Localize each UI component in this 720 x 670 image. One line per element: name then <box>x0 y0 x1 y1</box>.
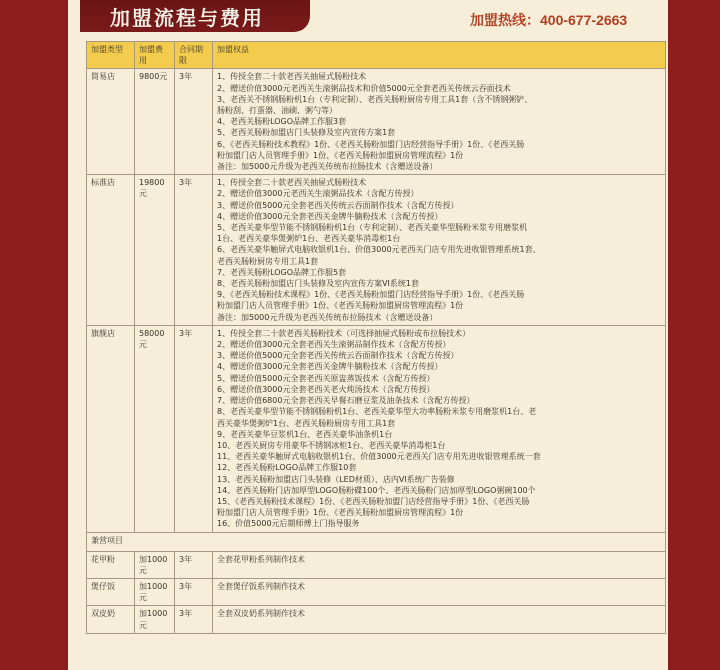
rights-line: 备注：加5000元升级为老西关传统布拉肠技术（含赠送设备） <box>217 312 438 322</box>
rights-line: 2、赠送价值3000元全套老西关生滚粥品制作技术（含配方传授） <box>217 340 451 350</box>
side-item-type: 煲仔饭 <box>87 578 135 605</box>
side-item-rights: 全套花甲粉系列制作技术 <box>213 551 666 578</box>
rights-line: 5、赠送价值5000元全套老西关原盅蒸饭技术（含配方传授） <box>217 373 435 383</box>
side-item-type: 花甲粉 <box>87 551 135 578</box>
rights-line: 8、老西关豪华型节能不锈钢肠粉机1台、老西关豪华型大功率肠粉米浆专用磨浆机1台、老 <box>217 407 537 417</box>
side-item-row <box>87 551 666 578</box>
side-item-row <box>87 578 666 605</box>
column-header: 加盟费用 <box>135 42 175 69</box>
rights-line: 4、赠送价值3000元全套老西关金牌牛腩粉技术（含配方传授） <box>217 362 443 372</box>
rights-line: 15、《老西关肠粉技术课程》1份、《老西关肠粉加盟门店经营指导手册》1份、《老西关肠 <box>217 496 530 506</box>
side-item-fee: 加1000元 <box>135 551 175 578</box>
rights-line: 16、价值5000元后期师傅上门指导服务 <box>217 519 360 529</box>
plan-type: 标准店 <box>87 175 135 326</box>
side-item-term: 3年 <box>175 578 213 605</box>
hotline-text: 加盟热线：400-677-2663 <box>470 12 628 28</box>
rights-line: 12、老西关肠粉LOGO品牌工作服10套 <box>217 463 357 473</box>
side-section-row <box>87 532 666 551</box>
fee-table <box>86 41 666 634</box>
rights-line: 粉加盟门店人员管理手册》1份、《老西关肠粉加盟厨房管理流程》1份 <box>217 150 464 160</box>
rights-line: 1、传授全套二十款老西关肠粉技术（可选择抽屉式肠粉或布拉肠技术） <box>217 328 471 338</box>
column-header: 合同期限 <box>175 42 213 69</box>
side-item-term: 3年 <box>175 606 213 633</box>
rights-line: 老西关肠粉厨房专用工具1套 <box>217 256 319 266</box>
side-section-title: 兼营项目 <box>87 532 666 551</box>
rights-line: 5、老西关豪华型节能不锈钢肠粉机1台（专利定制）、老西关豪华型肠粉米浆专用磨浆机 <box>217 223 528 233</box>
side-item-type: 双皮奶 <box>87 606 135 633</box>
rights-line: 4、赠送价值3000元全套老西关金牌牛腩粉技术（含配方传授） <box>217 211 443 221</box>
rights-line: 7、老西关肠粉LOGO品牌工作服5套 <box>217 267 347 277</box>
column-header: 加盟类型 <box>87 42 135 69</box>
rights-line: 西关豪华煲粥炉1台、老西关肠粉厨房专用工具1套 <box>217 418 396 428</box>
rights-line: 3、赠送价值5000元全套老西关传统云吞面制作技术（含配方传授） <box>217 200 459 210</box>
plan-type: 简易店 <box>87 69 135 175</box>
rights-line: 14、老西关肠粉门店加厚型LOGO肠粉碟100个、老西关肠粉门店加厚型LOGO粥碗100个 <box>217 485 536 495</box>
plan-rights <box>213 175 666 326</box>
rights-line: 2、赠送价值3000元老西关生滚粥品技术和价值5000元全套老西关传统云吞面技术 <box>217 83 511 93</box>
plan-row <box>87 69 666 175</box>
rights-line: 9、老西关豪华豆浆机1台、老西关豪华油条机1台 <box>217 429 393 439</box>
rights-line: 10、老西关厨房专用豪华不锈钢冰柜1台、老西关豪华消毒柜1台 <box>217 440 446 450</box>
rights-line: 1、传授全套二十款老西关抽屉式肠粉技术 <box>217 178 367 188</box>
rights-line: 3、老西关不锈钢肠粉机1台（专利定制）、老西关肠粉厨房专用工具1套（含不锈钢粥铲、 <box>217 94 533 104</box>
rights-line: 1、传授全套二十款老西关抽屉式肠粉技术 <box>217 72 367 82</box>
rights-line: 9、《老西关肠粉技术课程》1份、《老西关肠粉加盟门店经营指导手册》1份、《老西关肠 <box>217 290 525 300</box>
side-item-fee: 加1000元 <box>135 578 175 605</box>
side-item-rights: 全套双皮奶系列制作技术 <box>213 606 666 633</box>
rights-line: 备注：加5000元升级为老西关传统布拉肠技术（含赠送设备） <box>217 162 438 172</box>
rights-line: 5、老西关肠粉加盟店门头装修及室内宣传方案1套 <box>217 128 396 138</box>
rights-line: 6、老西关豪华触屏式电脑收银机1台、价值3000元老西关门店专用先进收银管理系统1套、 <box>217 245 541 255</box>
rights-line: 4、老西关肠粉LOGO品牌工作服3套 <box>217 117 347 127</box>
rights-line: 1台、老西关豪华煲粥炉1台、老西关豪华消毒柜1台 <box>217 234 401 244</box>
rights-line: 7、赠送价值6800元全套老西关早餐石磨豆浆及油条技术（含配方传授） <box>217 396 475 406</box>
plan-fee: 19800元 <box>135 175 175 326</box>
plan-rights <box>213 325 666 532</box>
plan-row <box>87 325 666 532</box>
plan-rights <box>213 69 666 175</box>
side-item-row <box>87 606 666 633</box>
table-header-row <box>87 42 666 69</box>
side-item-term: 3年 <box>175 551 213 578</box>
rights-line: 13、老西关肠粉加盟店门头装修（LED材质）、店内VI系统广告装修 <box>217 474 455 484</box>
plan-term: 3年 <box>175 175 213 326</box>
rights-line: 8、老西关肠粉加盟店门头装修及室内宣传方案VI系统1套 <box>217 279 420 289</box>
rights-line: 3、赠送价值5000元全套老西关传统云吞面制作技术（含配方传授） <box>217 351 459 361</box>
column-header: 加盟权益 <box>213 42 666 69</box>
plan-term: 3年 <box>175 69 213 175</box>
plan-type: 旗舰店 <box>87 325 135 532</box>
rights-line: 粉加盟门店人员管理手册》1份、《老西关肠粉加盟厨房管理流程》1份 <box>217 301 464 311</box>
plan-row <box>87 175 666 326</box>
rights-line: 粉加盟门店人员管理手册》1份、《老西关肠粉加盟厨房管理流程》1份 <box>217 508 464 518</box>
page-title: 加盟流程与费用 <box>110 6 264 30</box>
rights-line: 11、老西关豪华触屏式电脑收银机1台、价值3000元老西关门店专用先进收银管理系统一套 <box>217 452 541 462</box>
rights-line: 6、《老西关肠粉技术教程》1份、《老西关肠粉加盟门店经营指导手册》1份、《老西关肠 <box>217 139 525 149</box>
rights-line: 肠粉刮、打蛋器、油刷、粥勺等） <box>217 106 337 116</box>
rights-line: 2、赠送价值3000元老西关生滚粥品技术（含配方传授） <box>217 189 419 199</box>
rights-line: 6、赠送价值3000元全套老西关老火炖汤技术（含配方传授） <box>217 384 435 394</box>
plan-term: 3年 <box>175 325 213 532</box>
side-item-fee: 加1000元 <box>135 606 175 633</box>
plan-fee: 58000元 <box>135 325 175 532</box>
plan-fee: 9800元 <box>135 69 175 175</box>
side-item-rights: 全套煲仔饭系列制作技术 <box>213 578 666 605</box>
